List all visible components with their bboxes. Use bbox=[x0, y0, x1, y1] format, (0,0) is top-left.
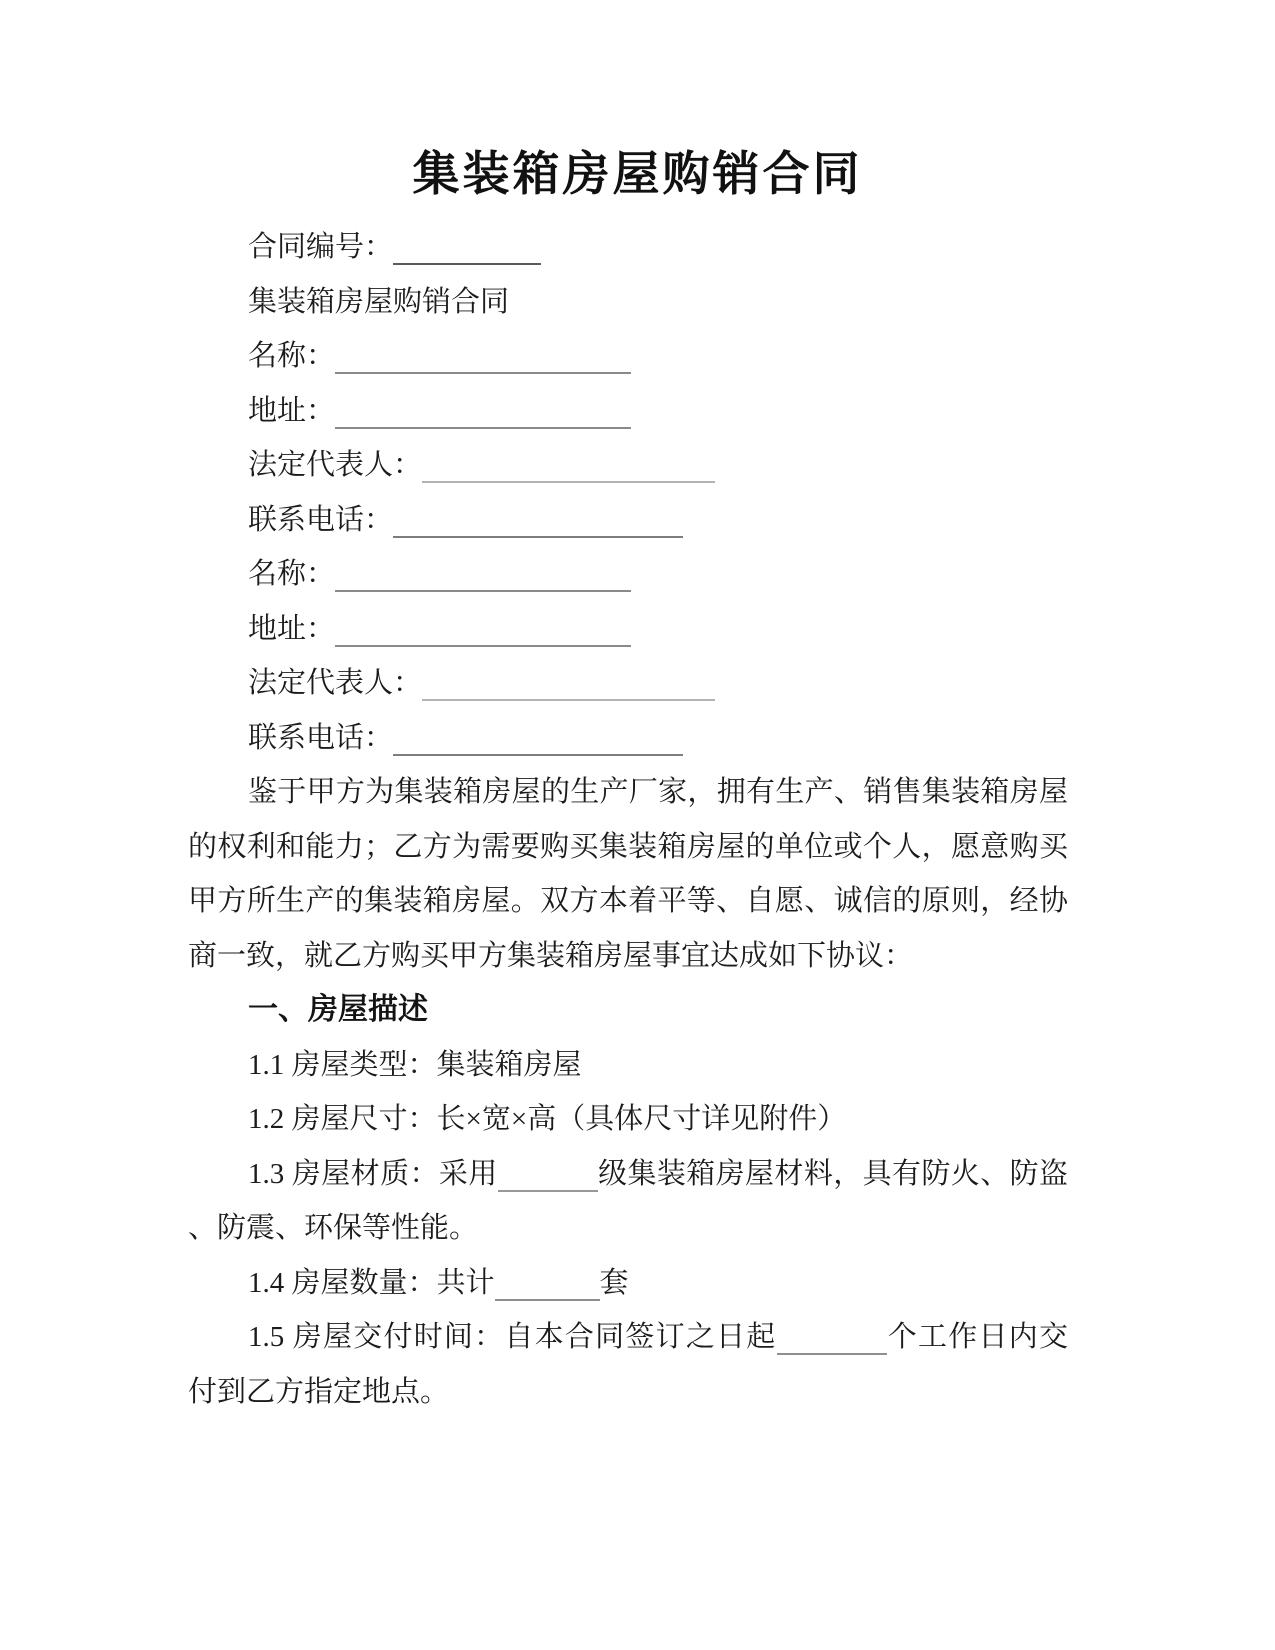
contract-number-label: 合同编号： bbox=[248, 231, 394, 263]
party-a-name-label: 名称： bbox=[248, 340, 336, 372]
party-b-phone-label: 联系电话： bbox=[248, 721, 394, 754]
item-1-4-text-post: 套 bbox=[599, 1266, 629, 1299]
party-a-phone-row bbox=[188, 493, 1068, 548]
party-b-phone-row bbox=[188, 711, 1068, 766]
party-a-address-row bbox=[188, 384, 1068, 439]
party-b-address-blank-line bbox=[335, 611, 631, 647]
party-a-phone-blank-line bbox=[393, 502, 683, 538]
party-a-name-row bbox=[188, 329, 1068, 384]
party-b-address-label: 地址： bbox=[248, 612, 336, 645]
document-body bbox=[188, 220, 1068, 1419]
party-a-address-blank-line bbox=[335, 393, 631, 429]
item-1-4-blank-line bbox=[495, 1265, 600, 1301]
item-1-5-text-pre: 1.5 房屋交付时间：自本合同签订之日起 bbox=[248, 1321, 777, 1353]
item-1-1: 1.1 房屋类型：集装箱房屋 bbox=[248, 1048, 582, 1081]
party-b-legal-rep-label: 法定代表人： bbox=[248, 667, 423, 699]
party-b-name-label: 名称： bbox=[248, 558, 336, 590]
party-b-legal-rep-row bbox=[188, 656, 1068, 711]
party-a-phone-label: 联系电话： bbox=[248, 503, 394, 536]
contract-number-row bbox=[188, 220, 1068, 275]
party-a-legal-rep-row bbox=[188, 438, 1068, 493]
item-1-5-blank-line bbox=[777, 1319, 887, 1355]
section-1-heading: 一、房屋描述 bbox=[248, 993, 428, 1026]
party-b-name-blank-line bbox=[335, 556, 631, 592]
party-a-legal-rep-label: 法定代表人： bbox=[248, 449, 423, 481]
party-a-address-label: 地址： bbox=[248, 394, 336, 427]
item-1-5 bbox=[188, 1310, 1068, 1419]
party-b-name-row bbox=[188, 547, 1068, 602]
preamble-paragraph: 鉴于甲方为集装箱房屋的生产厂家，拥有生产、销售集装箱房屋的权利和能力；乙方为需要购买集装箱房屋的单位或个人，愿意购买甲方所生产的集装箱房屋。双方本着平等、自愿、诚信的原则，经协商一致，就乙方购买甲方集装箱房屋事宜达成如下协议： bbox=[188, 776, 1068, 972]
item-1-4-text-pre: 1.4 房屋数量：共计 bbox=[248, 1266, 495, 1299]
item-1-3-blank-line bbox=[498, 1156, 598, 1192]
contract-subtitle: 集装箱房屋购销合同 bbox=[248, 285, 510, 318]
party-b-address-row bbox=[188, 602, 1068, 657]
party-a-name-blank-line bbox=[335, 338, 631, 374]
party-b-phone-blank-line bbox=[393, 720, 683, 756]
item-1-4 bbox=[188, 1256, 1068, 1311]
item-1-3-text-post: 级集装箱房屋材料，具有防火、防盗、防震、环保等性能。 bbox=[188, 1157, 1068, 1244]
party-a-legal-rep-blank-line bbox=[422, 447, 715, 483]
party-b-legal-rep-blank-line bbox=[422, 665, 715, 701]
document-title: 集装箱房屋购销合同 bbox=[412, 149, 863, 201]
item-1-2: 1.2 房屋尺寸：长×宽×高（具体尺寸详见附件） bbox=[248, 1103, 847, 1135]
item-1-3-text-pre: 1.3 房屋材质：采用 bbox=[248, 1157, 498, 1190]
item-1-3 bbox=[188, 1147, 1068, 1256]
item-1-5-text-post: 个工作日内交付到乙方指定地点。 bbox=[188, 1321, 1068, 1408]
contract-number-blank-line bbox=[393, 229, 541, 265]
